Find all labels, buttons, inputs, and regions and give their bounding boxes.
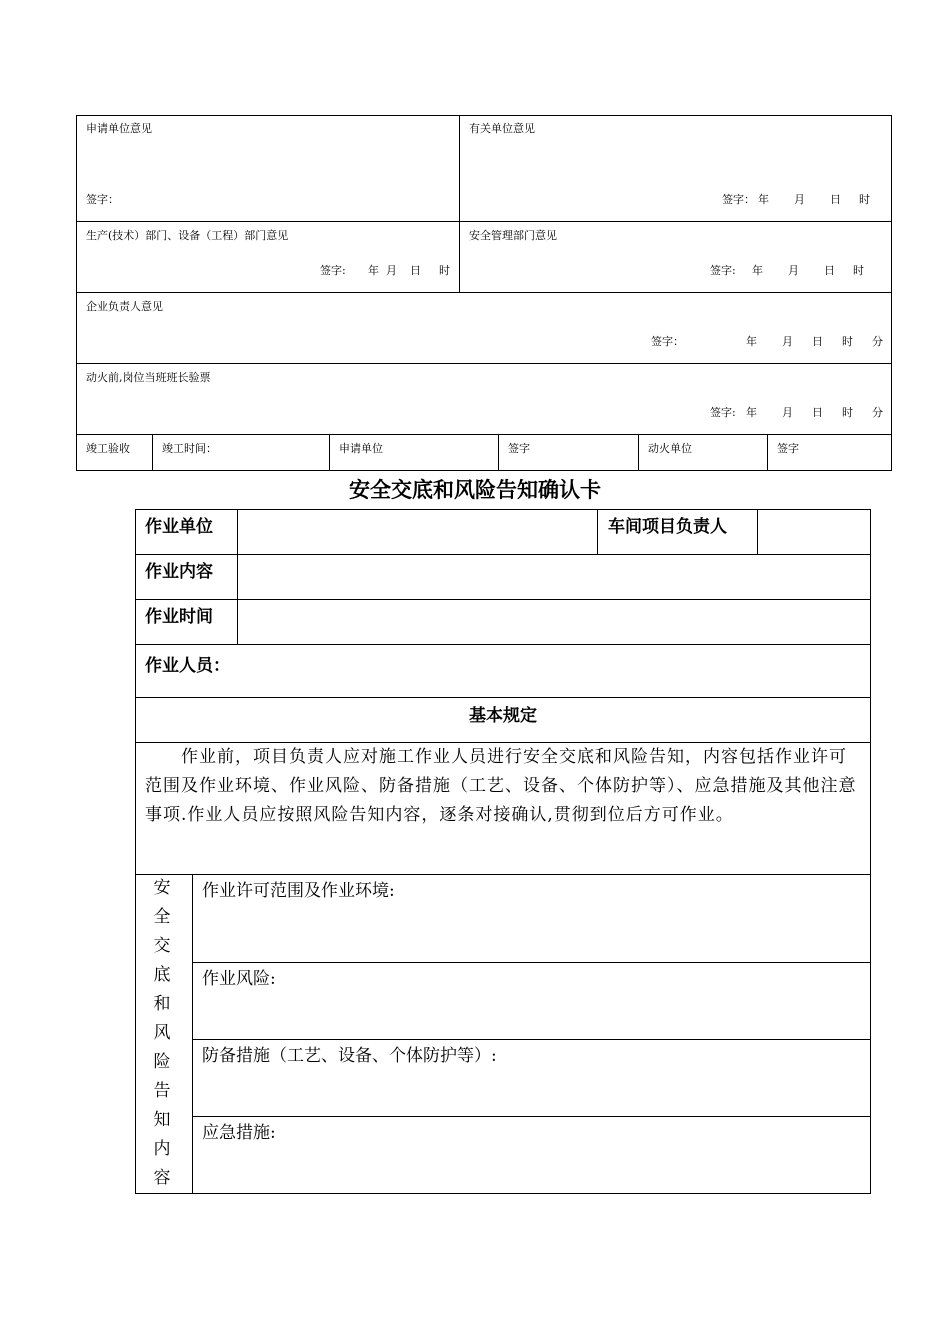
safety-year-label: 年 <box>752 264 763 277</box>
row-divider <box>76 292 892 293</box>
related-year-label: 年 <box>758 193 769 206</box>
production-sign-label: 签字: <box>320 264 346 277</box>
item-work-risk: 作业风险: <box>202 969 276 989</box>
item-emergency-measures: 应急措施: <box>202 1123 276 1143</box>
row-divider <box>135 697 871 698</box>
row-divider <box>192 1039 871 1040</box>
row-divider <box>135 874 871 875</box>
safety-day-label: 日 <box>824 264 835 277</box>
safety-month-label: 月 <box>788 264 799 277</box>
leader-month-label: 月 <box>782 335 793 348</box>
leader-opinion-label: 企业负责人意见 <box>86 300 163 313</box>
safety-opinion-label: 安全管理部门意见 <box>469 229 557 242</box>
item-permit-scope: 作业许可范围及作业环境: <box>202 881 395 901</box>
project-leader-label: 车间项目负责人 <box>608 517 727 537</box>
row-divider <box>76 363 892 364</box>
row-divider <box>76 434 892 435</box>
leader-year-label: 年 <box>746 335 757 348</box>
production-month-label: 月 <box>386 264 397 277</box>
shift-hour-label: 时 <box>842 406 853 419</box>
card-title: 安全交底和风险告知确认卡 <box>349 478 601 502</box>
row-divider <box>135 554 871 555</box>
production-opinion-label: 生产(技术）部门、设备（工程）部门意见 <box>86 229 289 242</box>
related-day-label: 日 <box>830 193 841 206</box>
shift-day-label: 日 <box>812 406 823 419</box>
basic-rules-text: 作业前，项目负责人应对施工作业人员进行安全交底和风险告知，内容包括作业许可范围及作业环境、作业风险、防备措施（工艺、设备、个体防护等）、应急措施及其他注意事项.作业人员应按照风险告知内容，逐条对接确认,贯彻到位后方可作业。 <box>145 747 857 825</box>
side-label: 安全交底和风险告知内容 <box>153 878 173 1188</box>
completion-applicant-label: 申请单位 <box>339 442 383 455</box>
production-day-label: 日 <box>410 264 421 277</box>
shift-month-label: 月 <box>782 406 793 419</box>
leader-minute-label: 分 <box>872 335 883 348</box>
col-divider <box>498 434 499 471</box>
production-year-label: 年 <box>368 264 379 277</box>
work-unit-label: 作业单位 <box>145 517 213 537</box>
completion-time-label: 竣工时间： <box>162 442 217 455</box>
approval-form-table <box>76 115 892 471</box>
related-sign-label: 签字： <box>722 193 755 206</box>
col-divider <box>192 874 193 1194</box>
completion-sign2-label: 签字 <box>777 442 799 455</box>
work-time-label: 作业时间 <box>145 607 213 627</box>
safety-card-table <box>135 509 871 1194</box>
row-divider <box>135 599 871 600</box>
production-hour-label: 时 <box>439 264 450 277</box>
work-content-label: 作业内容 <box>145 562 213 582</box>
row-divider <box>192 962 871 963</box>
workers-label: 作业人员： <box>145 656 230 676</box>
leader-day-label: 日 <box>812 335 823 348</box>
shift-year-label: 年 <box>746 406 757 419</box>
col-divider <box>638 434 639 471</box>
col-divider <box>597 509 598 555</box>
completion-sign1-label: 签字 <box>508 442 530 455</box>
applicant-opinion-label: 申请单位意见 <box>86 122 152 135</box>
col-divider <box>767 434 768 471</box>
applicant-sign-label: 签字： <box>86 193 119 206</box>
basic-rules-heading: 基本规定 <box>469 706 537 726</box>
row-divider <box>135 644 871 645</box>
item-precautions: 防备措施（工艺、设备、个体防护等）: <box>202 1046 497 1066</box>
row-divider <box>76 221 892 222</box>
safety-hour-label: 时 <box>853 264 864 277</box>
shift-leader-check-label: 动火前,岗位当班班长验票 <box>86 371 211 384</box>
row-divider <box>192 1116 871 1117</box>
related-month-label: 月 <box>794 193 805 206</box>
safety-sign-label: 签字: <box>710 264 736 277</box>
col-divider <box>237 509 238 645</box>
completion-acceptance-label: 竣工验收 <box>86 442 130 455</box>
col-divider <box>459 115 460 293</box>
leader-sign-label: 签字： <box>651 335 684 348</box>
shift-sign-label: 签字: <box>710 406 736 419</box>
related-opinion-label: 有关单位意见 <box>469 122 535 135</box>
related-hour-label: 时 <box>859 193 870 206</box>
leader-hour-label: 时 <box>842 335 853 348</box>
completion-fire-unit-label: 动火单位 <box>648 442 692 455</box>
col-divider <box>329 434 330 471</box>
col-divider <box>152 434 153 471</box>
shift-minute-label: 分 <box>872 406 883 419</box>
col-divider <box>757 509 758 555</box>
